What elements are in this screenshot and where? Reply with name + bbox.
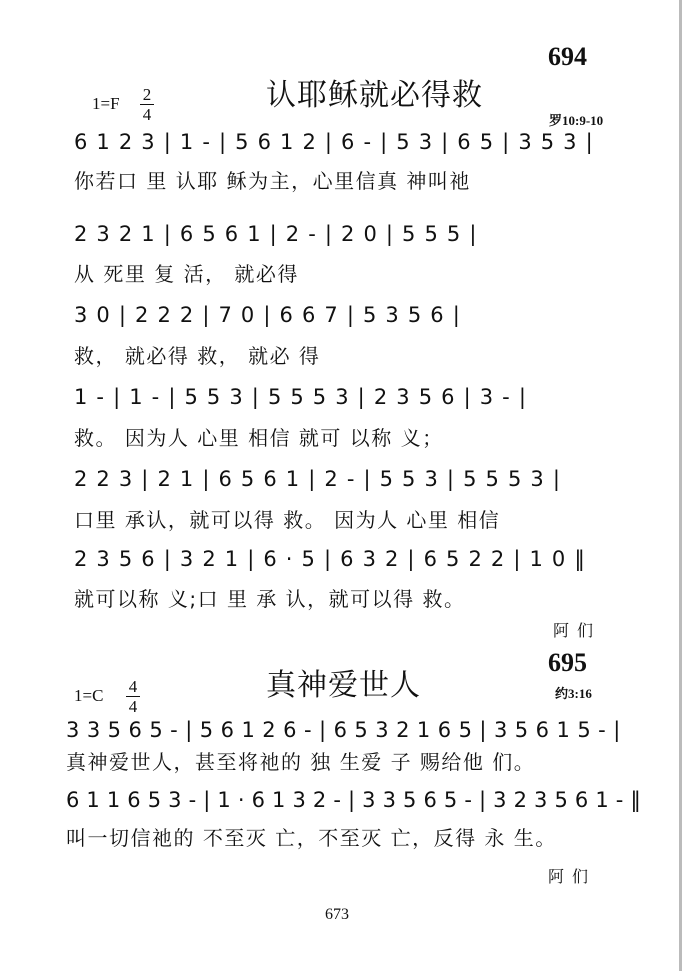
notation-line-694-3: 3 0 | 2 2 2 | 7 0 | 6 6 7 | 5 3 5 6 |	[74, 303, 461, 327]
time-bottom-694: 4	[142, 105, 152, 124]
lyric-line-694-1: 你若口 里 认耶 稣为主，心里信真 神叫祂	[74, 169, 471, 193]
notation-line-695-1: 3 3 5 6 5 - | 5 6 1 2 6 - | 6 5 3 2 1 6 5 | 3 5 6 1 5 - |	[66, 718, 621, 742]
hymn-number-695: 695	[548, 648, 587, 677]
page-number: 673	[325, 906, 349, 923]
lyric-line-694-4: 救。 因为人 心里 相信 就可 以称 义；	[74, 426, 444, 450]
scripture-reference-694: 罗10:9-10	[549, 113, 604, 128]
notation-line-694-6: 2 3 5 6 | 3 2 1 | 6 · 5 | 6 3 2 | 6 5 2 2 | 1 0 ‖	[74, 547, 587, 571]
hymn-number-694: 694	[548, 42, 587, 71]
notation-line-694-4: 1 - | 1 - | 5 5 3 | 5 5 5 3 | 2 3 5 6 | 3 - |	[74, 385, 528, 409]
lyric-line-694-6: 就可以称 义;口 里 承 认，就可以得 救。	[74, 587, 466, 611]
scripture-reference-695: 约3:16	[555, 686, 592, 701]
time-signature-694	[140, 86, 154, 123]
notation-line-694-5: 2 2 3 | 2 1 | 6 5 6 1 | 2 - | 5 5 3 | 5 5 5 3 |	[74, 467, 562, 491]
key-signature-694: 1=F	[92, 94, 120, 113]
notation-line-694-1: 6 1 2 3 | 1 - | 5 6 1 2 | 6 - | 5 3 | 6 5 | 3 5 3 |	[74, 130, 594, 154]
lyric-line-694-5: 口里 承认，就可以得 救。 因为人 心里 相信	[74, 508, 501, 532]
notation-line-694-2: 2 3 2 1 | 6 5 6 1 | 2 - | 2 0 | 5 5 5 |	[74, 222, 478, 246]
key-signature-695: 1=C	[74, 686, 104, 705]
time-signature-695	[126, 678, 140, 715]
time-bottom-695: 4	[128, 697, 138, 716]
lyric-line-694-2: 从 死里 复 活， 就必得	[74, 262, 299, 286]
time-top-695: 4	[128, 677, 138, 696]
lyric-line-695-2: 叫一切信祂的 不至灭 亡，不至灭 亡，反得 永 生。	[66, 826, 557, 850]
amen-695: 阿们	[548, 867, 597, 886]
lyric-line-694-3: 救， 就必得 救， 就必 得	[74, 344, 321, 368]
lyric-line-695-1: 真神爱世人，甚至将祂的 独 生爱 子 赐给他 们。	[66, 750, 536, 774]
hymn-title-695: 真神爱世人	[266, 668, 421, 703]
amen-694: 阿们	[553, 621, 602, 640]
hymn-title-694: 认耶稣就必得救	[266, 78, 483, 113]
time-top-694: 2	[142, 85, 152, 104]
notation-line-695-2: 6 1 1 6 5 3 - | 1 · 6 1 3 2 - | 3 3 5 6 5 - | 3 2 3 5 6 1 - ‖	[66, 788, 642, 812]
